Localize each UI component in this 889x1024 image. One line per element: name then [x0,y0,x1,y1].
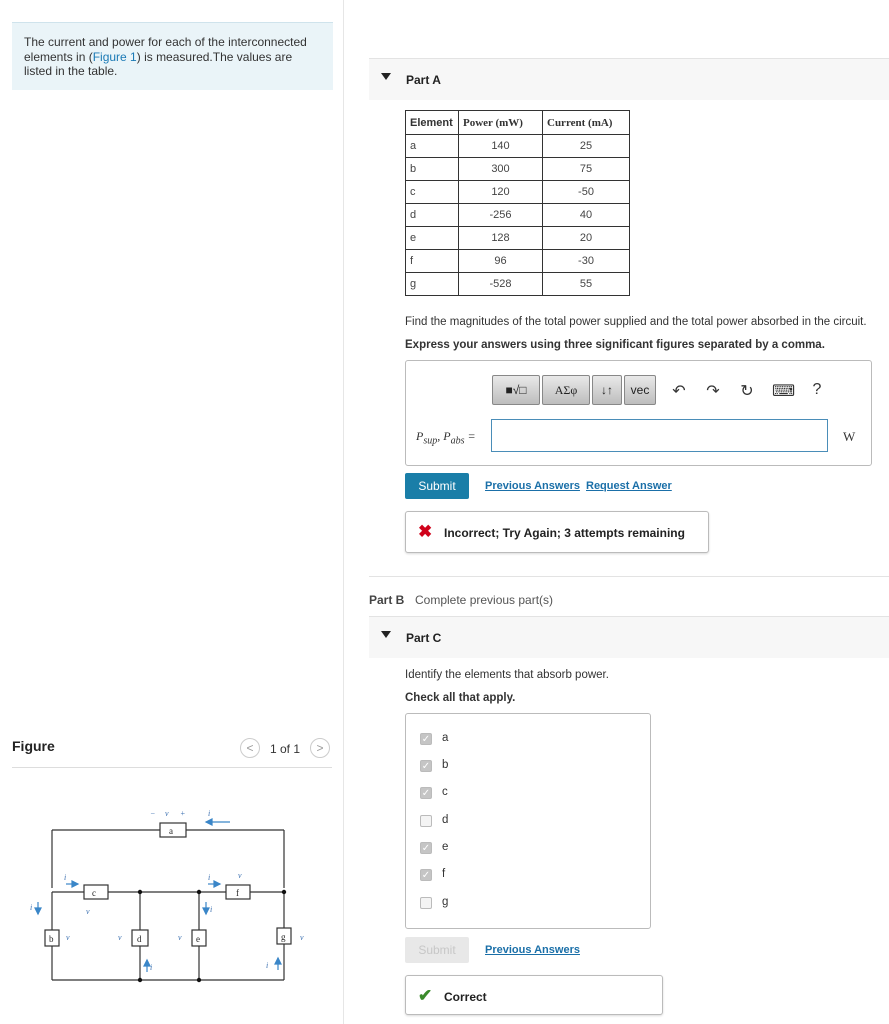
ia-symbol: i [208,809,211,818]
table-row [406,250,630,273]
part-c-question: Identify the elements that absorb power. [405,669,609,681]
id-symbol: i [150,963,153,972]
table-cell: 300 [459,158,543,181]
arrows-button[interactable] [592,375,622,405]
table-cell: 40 [543,204,630,227]
ve-symbol: v [178,933,182,942]
answer-label-abs: abs [450,435,465,447]
checkbox-label-a: a [442,732,449,744]
vg-symbol: v [300,933,304,942]
table-cell: e [406,227,459,250]
part-a-feedback-text: Incorrect; Try Again; 3 attempts remaining [444,526,685,540]
answer-label-p: P [416,429,424,443]
va-symbol: v [165,809,169,818]
figure-header [12,736,332,768]
checkbox-d[interactable] [420,815,432,827]
arrows-icon: ↓↑ [601,383,613,397]
unit-label: W [843,429,856,444]
part-a-header[interactable] [369,58,889,100]
va-plus: + [180,809,186,818]
table-cell: 55 [543,273,630,296]
answer-input[interactable] [491,419,828,452]
redo-icon[interactable]: ↷ [706,383,720,400]
if-symbol: i [208,873,211,882]
next-figure-button[interactable] [310,738,330,758]
problem-intro [12,22,333,90]
vf-symbol: v [238,871,242,880]
element-data-table [405,110,630,296]
vector-button[interactable] [624,375,656,405]
part-a-instruction: Express your answers using three significant figures separated by a comma. [405,339,825,351]
part-a-question: Find the magnitudes of the total power supplied and the total power absorbed in the circuit. [405,316,867,328]
part-c-header[interactable] [369,616,889,658]
templates-icon: ■√□ [505,383,527,397]
help-icon[interactable]: ? [812,381,822,398]
greek-symbols-button[interactable] [542,375,590,405]
element-a-label: a [169,826,173,836]
figure-title: Figure [12,738,55,754]
table-cell: 128 [459,227,543,250]
table-cell: g [406,273,459,296]
checkbox-label-g: g [442,896,449,908]
previous-figure-button[interactable] [240,738,260,758]
table-cell: -256 [459,204,543,227]
greek-icon: AΣφ [554,383,578,397]
part-c-title: Part C [406,631,442,645]
table-cell: d [406,204,459,227]
undo-icon[interactable]: ↶ [672,383,686,400]
reset-icon[interactable]: ↻ [740,383,754,400]
table-cell: -50 [543,181,630,204]
element-b-label: b [49,934,54,944]
intro-text-before: The current and power for each of the interconnected elements in ( [24,35,307,64]
part-a-previous-answers-link[interactable]: Previous Answers [485,480,580,492]
element-f-label: f [236,888,239,898]
table-cell: 120 [459,181,543,204]
circuit-diagram [28,806,318,986]
table-cell: b [406,158,459,181]
checkbox-label-e: e [442,841,449,853]
chevron-right-icon: > [316,741,324,755]
part-a-feedback [405,511,709,553]
table-cell: -30 [543,250,630,273]
figure-link[interactable]: Figure 1 [92,49,137,64]
table-row [406,158,630,181]
vd-symbol: v [118,933,122,942]
table-cell: a [406,135,459,158]
part-a-title: Part A [406,73,441,87]
chevron-left-icon: < [246,741,254,755]
table-cell: f [406,250,459,273]
request-answer-link[interactable]: Request Answer [586,480,672,492]
keyboard-icon[interactable]: ⌨ [772,383,796,400]
answer-label-sep: , P [437,429,451,443]
checkbox-b[interactable]: ✓ [421,761,431,772]
ic-symbol: i [64,873,67,882]
checkbox-label-b: b [442,759,449,771]
table-cell: c [406,181,459,204]
left-panel [0,0,344,1024]
table-cell: 96 [459,250,543,273]
part-b-row [369,576,889,618]
caret-down-icon [381,73,391,80]
table-row [406,181,630,204]
element-e-label: e [196,934,200,944]
vc-symbol: v [86,907,90,916]
answer-label-eq: = [464,429,476,443]
checkbox-a[interactable]: ✓ [421,734,431,745]
part-c-instruction: Check all that apply. [405,692,516,704]
part-b-status: Complete previous part(s) [415,593,554,607]
table-cell: 20 [543,227,630,250]
table-cell: -528 [459,273,543,296]
answer-label [416,429,476,446]
checkbox-c[interactable]: ✓ [421,788,431,799]
answer-label-sup: sup [423,435,438,447]
table-header-row [406,111,630,135]
part-c-feedback-text: Correct [444,990,487,1004]
checkbox-g[interactable] [420,897,432,909]
templates-button[interactable] [492,375,540,405]
part-c-submit-button[interactable]: Submit [405,937,469,963]
figure-pager-count: 1 of 1 [270,742,301,756]
checkbox-label-f: f [442,868,446,880]
incorrect-x-icon: ✖ [418,522,433,541]
table-row [406,273,630,296]
ie-symbol: i [210,905,213,914]
part-c-previous-answers-link[interactable]: Previous Answers [485,944,580,956]
checkbox-label-d: d [442,814,449,826]
checkbox-label-c: c [442,786,448,798]
table-cell: 75 [543,158,630,181]
ib-symbol: i [30,903,33,912]
checkbox-e[interactable]: ✓ [421,843,431,854]
column-header-current: Current (mA) [543,111,630,135]
answer-box [405,360,872,466]
ig-symbol: i [266,961,269,970]
vec-icon: vec [630,383,650,397]
table-row [406,135,630,158]
checkbox-f[interactable]: ✓ [421,870,431,881]
va-minus: − [150,809,156,818]
part-c-feedback [405,975,663,1015]
checkbox-group [405,713,651,929]
table-cell: 140 [459,135,543,158]
column-header-power: Power (mW) [459,111,543,135]
caret-down-icon [381,631,391,638]
correct-check-icon: ✔ [418,986,433,1005]
element-d-label: d [137,934,142,944]
element-g-label: g [281,932,286,942]
element-c-label: c [92,888,96,898]
part-b-title: Part B [369,593,405,607]
table-row [406,227,630,250]
intro-text-after: ) is measured.The values are listed in the table. [24,49,293,78]
table-cell: 25 [543,135,630,158]
column-header-element: Element [406,111,459,135]
table-row [406,204,630,227]
vb-symbol: v [66,933,70,942]
part-a-submit-button[interactable]: Submit [405,473,469,499]
